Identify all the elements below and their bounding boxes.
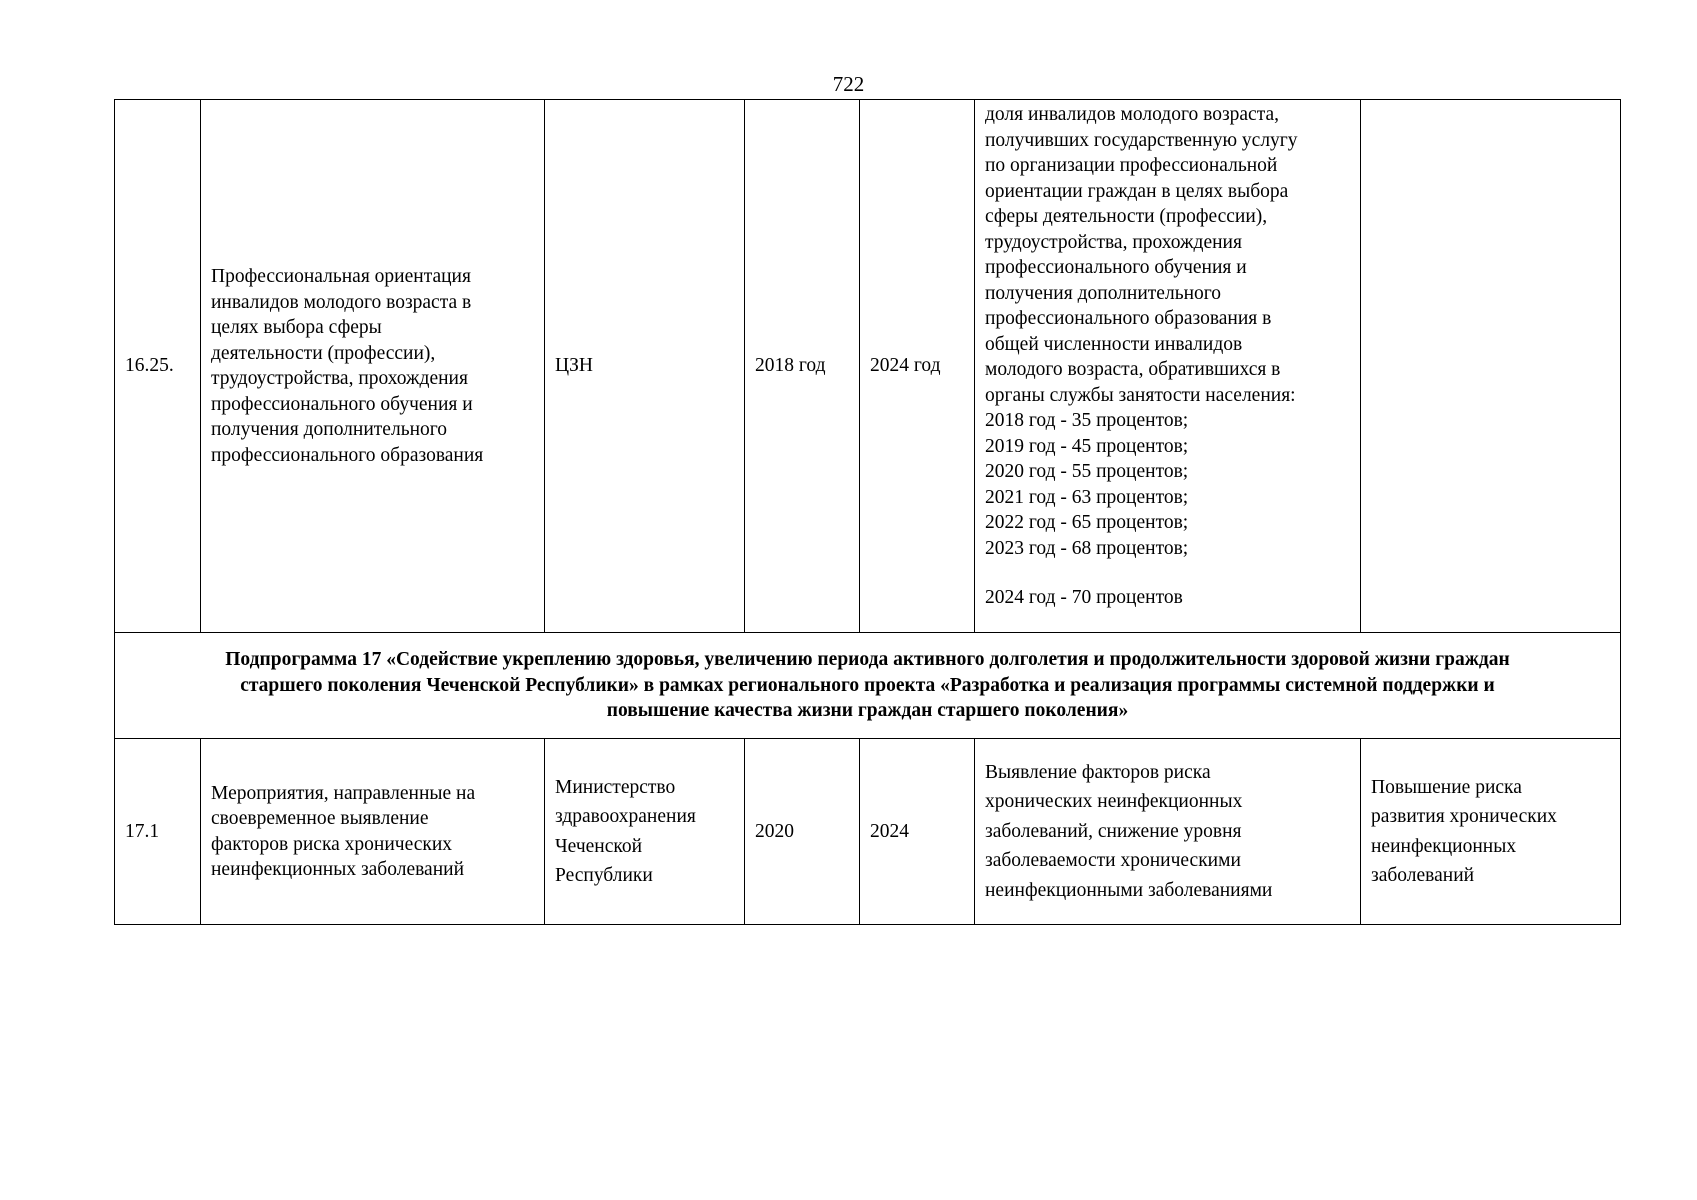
risk-line: Повышение риска: [1371, 776, 1522, 798]
measures-table: [114, 99, 1621, 925]
start-year-cell: 2020: [745, 739, 860, 925]
subprogram-title-line: Подпрограмма 17 «Содействие укреплению здоровья, увеличению периода активного долголетия и продолжительности здоровой жизни граждан: [225, 649, 1510, 671]
page-number: 722: [832, 72, 865, 96]
result-line: получения дополнительного: [985, 282, 1222, 304]
expected-result-cell: [975, 739, 1361, 925]
end-year-cell: 2024 год: [860, 100, 975, 633]
result-line: сферы деятельности (профессии),: [985, 206, 1268, 227]
measure-name-cell: [201, 100, 545, 633]
subprogram-header-row: [115, 633, 1621, 739]
result-line: получивших государственную услугу: [985, 129, 1298, 151]
blank-line: [985, 561, 1350, 585]
measure-name-line: инвалидов молодого возраста в: [211, 291, 472, 313]
subprogram-title-line: повышение качества жизни граждан старшего поколения»: [606, 700, 1129, 722]
risk-cell: [1361, 100, 1621, 633]
result-line: 2020 год - 55 процентов;: [985, 461, 1189, 482]
executor-line: Министерство: [555, 776, 676, 798]
measure-name-line: профессионального обучения и: [211, 393, 473, 415]
measure-name-line: факторов риска хронических: [211, 833, 453, 855]
executor-cell: ЦЗН: [545, 100, 745, 633]
result-line: 2018 год - 35 процентов;: [985, 410, 1189, 431]
measure-name-line: профессионального образования: [211, 444, 484, 466]
result-line: профессионального обучения и: [985, 257, 1247, 278]
result-line: заболеваемости хроническими: [985, 850, 1241, 872]
risk-line: развития хронических: [1371, 806, 1557, 827]
result-line: 2023 год - 68 процентов;: [985, 537, 1189, 559]
result-line: неинфекционными заболеваниями: [985, 879, 1273, 901]
result-line: общей численности инвалидов: [985, 333, 1243, 355]
result-line: органы службы занятости населения:: [985, 384, 1296, 406]
measure-name-line: деятельности (профессии),: [211, 342, 436, 364]
result-line: 2019 год - 45 процентов;: [985, 435, 1189, 457]
result-line: по организации профессиональной: [985, 155, 1278, 176]
measure-name-line: Профессиональная ориентация: [211, 266, 471, 287]
risk-cell: [1361, 739, 1621, 925]
result-line: Выявление факторов риска: [985, 761, 1211, 783]
row-number-cell: 16.25.: [115, 100, 201, 633]
result-line: хронических неинфекционных: [985, 791, 1243, 813]
table-row-17-1: [115, 739, 1621, 925]
start-year-cell: 2018 год: [745, 100, 860, 633]
result-line: заболеваний, снижение уровня: [985, 820, 1242, 842]
result-line: профессионального образования в: [985, 308, 1272, 329]
executor-line: Республики: [555, 865, 653, 886]
result-line: трудоустройства, прохождения: [985, 231, 1242, 253]
result-line: ориентации граждан в целях выбора: [985, 180, 1289, 202]
result-line: 2021 год - 63 процентов;: [985, 486, 1189, 508]
executor-line: здравоохранения: [555, 806, 696, 827]
risk-line: заболеваний: [1371, 865, 1475, 886]
measure-name-line: своевременное выявление: [211, 808, 429, 829]
measure-name-line: неинфекционных заболеваний: [211, 859, 465, 880]
expected-result-cell: [975, 100, 1361, 633]
table-row-16-25: [115, 100, 1621, 633]
row-number-cell: 17.1: [115, 739, 201, 925]
measure-name-line: Мероприятия, направленные на: [211, 782, 476, 804]
result-line: молодого возраста, обратившихся в: [985, 359, 1281, 380]
subprogram-title: [115, 633, 1621, 739]
subprogram-title-line: старшего поколения Чеченской Республики» в рамках регионального проекта «Разработка и реализация программы системной поддержки и: [240, 674, 1495, 696]
risk-line: неинфекционных: [1371, 835, 1517, 857]
end-year-cell: 2024: [860, 739, 975, 925]
result-line: 2022 год - 65 процентов;: [985, 512, 1189, 533]
executor-line: Чеченской: [555, 835, 643, 857]
result-line: 2024 год - 70 процентов: [985, 587, 1183, 608]
measure-name-cell: [201, 739, 545, 925]
measure-name-line: получения дополнительного: [211, 419, 448, 440]
executor-cell: [545, 739, 745, 925]
result-line: доля инвалидов молодого возраста,: [985, 104, 1279, 125]
measure-name-line: трудоустройства, прохождения: [211, 368, 468, 389]
measure-name-line: целях выбора сферы: [211, 317, 382, 338]
